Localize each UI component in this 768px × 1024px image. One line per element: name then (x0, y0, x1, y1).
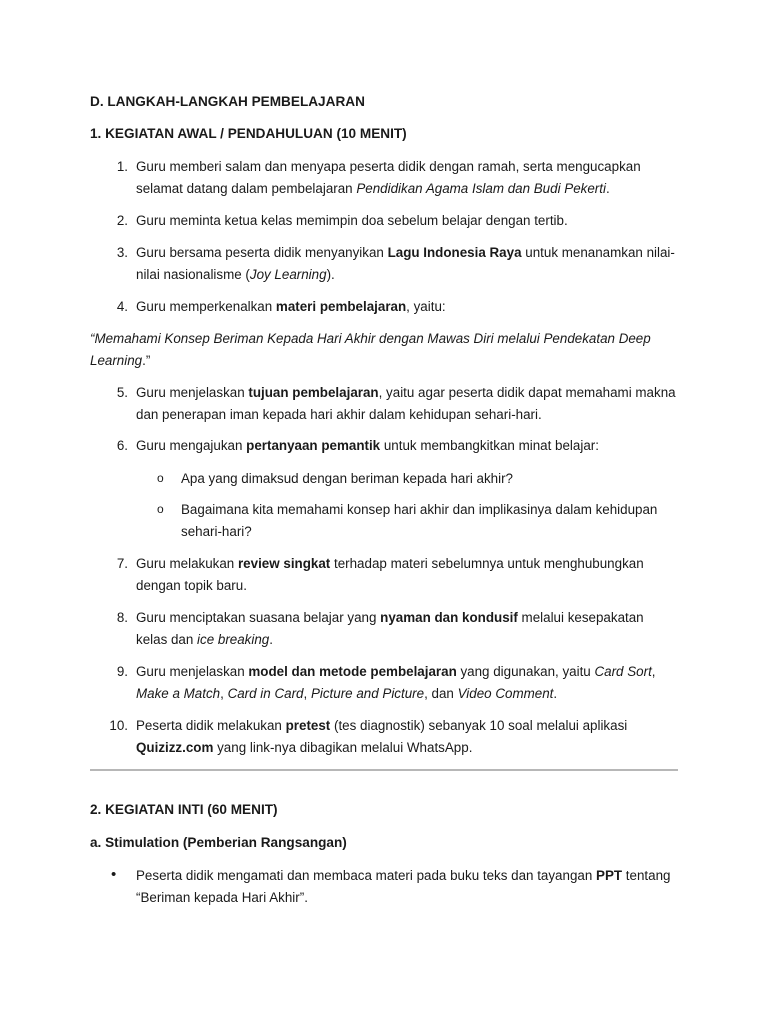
item-text: yang digunakan, yaitu (456, 664, 595, 679)
item-text: Guru menciptakan suasana belajar yang (136, 610, 381, 625)
item-text-italic: Picture and Picture (310, 685, 425, 701)
list-item (116, 661, 676, 704)
list-number: 5. (116, 385, 128, 400)
item-text-bold: Quizizz.com (136, 739, 214, 755)
circle-bullet-icon: o (157, 471, 164, 485)
list-number: 1. (116, 159, 128, 174)
list-number: 10. (109, 718, 128, 733)
item-text: , dan (424, 685, 458, 701)
quote-text: “Memahami Konsep Beriman Kepada Hari Akhir dengan Mawas Diri melalui Pendekatan Deep Learning (90, 331, 651, 368)
item-text-bold: nyaman dan kondusif (380, 610, 518, 625)
item-text-bold: Lagu Indonesia Raya (387, 245, 522, 260)
sub-list-item (157, 468, 681, 490)
item-text-italic: ice breaking (197, 631, 270, 647)
item-text: , (303, 685, 311, 701)
horizontal-divider (90, 769, 678, 771)
list-number: 3. (116, 245, 128, 260)
item-text: Guru memperkenalkan (136, 299, 276, 314)
item-text-bold: pertanyaan pemantik (246, 438, 381, 453)
item-text: . (605, 180, 610, 196)
item-text: , (220, 685, 228, 701)
item-text-bold: tujuan pembelajaran (248, 385, 379, 400)
subsection-title-kegiatan-inti: 2. KEGIATAN INTI (60 MENIT) (90, 802, 278, 817)
subsection-title-kegiatan-awal: 1. KEGIATAN AWAL / PENDAHULUAN (10 MENIT) (90, 126, 407, 141)
list-number: 4. (116, 299, 128, 314)
item-text: Guru melakukan (136, 556, 238, 571)
item-text: , yaitu: (406, 299, 446, 314)
item-text: . (269, 631, 273, 647)
sub-list-item (157, 499, 681, 542)
item-text-italic: Pendidikan Agama Islam dan Budi Pekerti (356, 180, 606, 196)
list-number: 8. (116, 610, 128, 625)
item-text-italic: Video Comment (457, 685, 554, 701)
list-number: 9. (116, 664, 128, 679)
quote-close: .” (142, 352, 151, 368)
item-text: (tes diagnostik) sebanyak 10 soal melalui aplikasi (330, 718, 628, 733)
item-text-bold: materi pembelajaran (275, 299, 407, 314)
item-text: , (651, 664, 656, 679)
item-text-italic: Card Sort (594, 664, 652, 679)
item-text: yang link-nya dibagikan melalui WhatsApp. (213, 739, 473, 755)
list-number: 2. (116, 213, 128, 228)
bullet-item (111, 865, 676, 908)
item-text: tentang “Beriman kepada Hari Akhir”. (136, 868, 671, 905)
list-item (116, 607, 676, 650)
item-text: . (553, 685, 558, 701)
material-quote (90, 328, 680, 371)
item-text: Guru memberi salam dan menyapa peserta didik dengan ramah, serta mengucapkan selamat datang dalam pembelajaran (136, 159, 641, 196)
bullet-dot-icon: • (111, 866, 117, 883)
item-text: ). (326, 266, 335, 282)
list-item (109, 715, 676, 758)
subsection-title-stimulation: a. Stimulation (Pemberian Rangsangan) (90, 835, 347, 850)
sub-item-text: Bagaimana kita memahami konsep hari akhir dan implikasinya dalam kehidupan sehari-hari? (181, 502, 658, 539)
list-item (116, 435, 676, 457)
item-text: Guru menjelaskan (136, 385, 249, 400)
item-text: melalui kesepakatan kelas dan (136, 610, 644, 647)
item-text: Peserta didik mengamati dan membaca materi pada buku teks dan tayangan (136, 868, 597, 883)
item-text-bold: pretest (285, 718, 331, 733)
list-item (116, 210, 676, 232)
item-text-italic: Joy Learning (249, 266, 327, 282)
list-item (116, 242, 676, 285)
item-text: , yaitu agar peserta didik dapat memahami makna dan penerapan iman kepada hari akhir dalam kehidupan sehari-hari. (136, 385, 676, 422)
circle-bullet-icon: o (157, 502, 164, 516)
item-text: Guru bersama peserta didik menyanyikan (136, 245, 388, 260)
item-text-bold: model dan metode pembelajaran (248, 664, 457, 679)
item-text-bold: PPT (596, 868, 623, 883)
item-text: untuk menanamkan nilai-nilai nasionalisme ( (136, 245, 675, 282)
item-text: untuk membangkitkan minat belajar: (380, 438, 599, 453)
list-item (116, 296, 676, 318)
list-item (116, 382, 676, 425)
list-number: 6. (116, 438, 128, 453)
item-text: Peserta didik melakukan (136, 718, 286, 733)
item-text: Guru mengajukan (136, 438, 247, 453)
item-text-italic: Make a Match (136, 685, 221, 701)
item-text: terhadap materi sebelumnya untuk menghubungkan dengan topik baru. (136, 556, 644, 593)
list-item (116, 553, 676, 596)
list-number: 7. (116, 556, 128, 571)
item-text-bold: review singkat (237, 556, 331, 571)
list-item (116, 156, 676, 199)
section-title: D. LANGKAH-LANGKAH PEMBELAJARAN (90, 94, 365, 109)
item-text-italic: Card in Card (227, 685, 304, 701)
item-text: Guru menjelaskan (136, 664, 249, 679)
item-text: Guru meminta ketua kelas memimpin doa sebelum belajar dengan tertib. (136, 213, 568, 228)
sub-item-text: Apa yang dimaksud dengan beriman kepada hari akhir? (181, 471, 514, 486)
